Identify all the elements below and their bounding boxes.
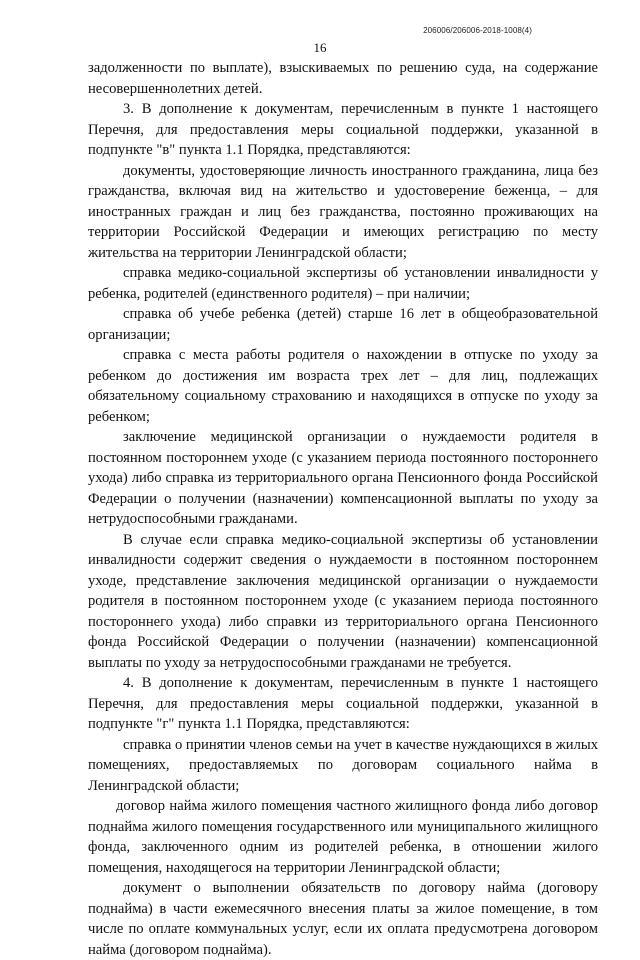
paragraph-medical-conclusion: заключение медицинской организации о нуждаемости родителя в постоянном постороннем уходе (с указанием периода постоянного постороннего ухода) либо справка из территориального органа Пенсионного фонда Российской Федерации о получении (назначении) компенсационной выплаты по уходу за нетрудоспособными гражданами. xyxy=(88,429,598,527)
paragraph-item-3: 3. В дополнение к документам, перечисленным в пункте 1 настоящего Перечня, для предоставления меры социальной поддержки, указанной в подпункте "в" пункта 1.1 Порядка, представляются: xyxy=(88,101,598,158)
paragraph-item-4: 4. В дополнение к документам, перечисленным в пункте 1 настоящего Перечня, для предоставления меры социальной поддержки, указанной в подпункте "г" пункта 1.1 Порядка, представляются: xyxy=(88,675,598,732)
paragraph-payment-document: документ о выполнении обязательств по договору найма (договору поднайма) в части ежемесячного внесения платы за жилое помещение, в том числе по оплате коммунальных услуг, если их оплата предусмотрена договором найма (договором поднайма). xyxy=(88,880,598,958)
paragraph-disability-certificate: справка медико-социальной экспертизы об установлении инвалидности у ребенка, родителей (единственного родителя) – при наличии; xyxy=(88,265,598,302)
paragraph-work-certificate: справка с места работы родителя о нахождении в отпуске по уходу за ребенком до достижения им возраста трех лет – для лиц, подлежащих обязательному социальному страхованию и находящихся в отпуске по уходу за ребенком; xyxy=(88,347,598,425)
page-number: 16 xyxy=(313,40,327,55)
paragraph-continuation: задолженности по выплате), взыскиваемых по решению суда, на содержание несовершеннолетних детей. xyxy=(88,60,598,97)
document-body xyxy=(88,58,598,960)
paragraph-rental-contract: договор найма жилого помещения частного жилищного фонда либо договор поднайма жилого помещения государственного или муниципального жилищного фонда, заключенного одним из родителей ребенка, в отношении жилого помещения, находящегося на территории Ленинградской области; xyxy=(88,798,598,876)
paragraph-housing-registration: справка о принятии членов семьи на учет в качестве нуждающихся в жилых помещениях, предоставляемых по договорам социального найма в Ленинградской области; xyxy=(88,736,598,794)
paragraph-exception-case: В случае если справка медико-социальной экспертизы об установлении инвалидности содержит сведения о нуждаемости в постоянном постороннем уходе, представление заключения медицинской организации о нуждаемости родителя в постоянном постороннем уходе (с указанием периода постоянного постороннего ухода) либо справки из территориального органа Пенсионного фонда Российской Федерации о получении (назначении) компенсационной выплаты по уходу за нетрудоспособными гражданами не требуется. xyxy=(88,531,598,671)
document-code: 206006/206006-2018-1008(4) xyxy=(423,26,532,35)
paragraph-identity-documents: документы, удостоверяющие личность иностранного гражданина, лица без гражданства, включая вид на жительство и удостоверение беженца, – для иностранных граждан и лиц без гражданства, постоянно проживающих на территории Российской Федерации и имеющих регистрацию по месту жительства на территории Ленинградской области; xyxy=(88,162,598,261)
paragraph-study-certificate: справка об учебе ребенка (детей) старше 16 лет в общеобразовательной организации; xyxy=(88,306,598,343)
